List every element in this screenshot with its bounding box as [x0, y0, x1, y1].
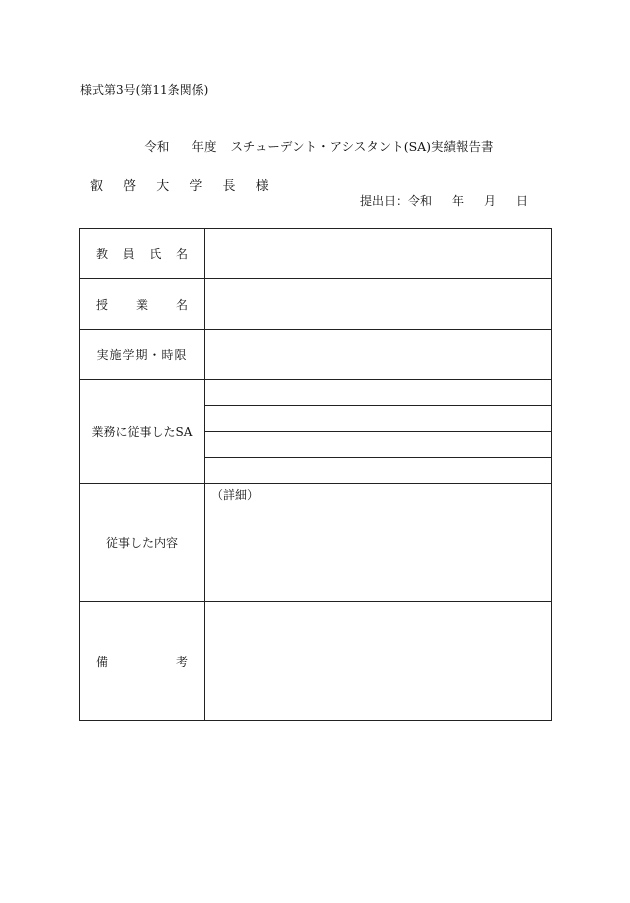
label-char: 教 [96, 247, 109, 261]
duty-detail-note: （詳細） [211, 488, 260, 502]
row-teacher-name [80, 229, 552, 279]
title-year-suffix: 年度 [191, 139, 217, 154]
sa-label: 業務に従事したSA [80, 380, 205, 484]
duty-content-field[interactable] [205, 484, 552, 602]
teacher-name-field[interactable] [205, 229, 552, 279]
teacher-name-label [80, 229, 205, 279]
title-era: 令和 [144, 139, 170, 154]
remarks-field[interactable] [205, 602, 552, 721]
row-term-period [80, 330, 552, 380]
label-char: 名 [175, 247, 188, 261]
row-remarks [80, 602, 552, 721]
submission-label: 提出日：令和 [360, 194, 433, 208]
sa-field-2[interactable] [205, 406, 552, 432]
label-char: 授 [96, 297, 109, 312]
label-char: 備 [96, 654, 109, 669]
remarks-label [80, 602, 205, 721]
label-char: 員 [122, 247, 135, 261]
submission-month: 月 [484, 194, 497, 208]
row-duty-content [80, 484, 552, 602]
addressee: 叡 啓 大 学 長 様 [90, 179, 277, 194]
label-char: 氏 [149, 247, 162, 261]
sa-field-1[interactable] [205, 380, 552, 406]
submission-year: 年 [452, 194, 465, 208]
submission-day: 日 [516, 194, 529, 208]
title-main: スチューデント・アシスタント(SA)実績報告書 [230, 139, 494, 154]
row-sa-1 [80, 380, 552, 406]
row-course-name [80, 279, 552, 330]
term-period-label: 実施学期・時限 [80, 330, 205, 380]
course-name-label [80, 279, 205, 330]
form-number: 様式第3号(第11条関係) [80, 83, 209, 97]
label-char: 業 [135, 297, 148, 312]
label-char: 名 [175, 297, 188, 312]
duty-content-label: 従事した内容 [80, 484, 205, 602]
submission-date [360, 192, 528, 209]
document-title [0, 137, 630, 155]
term-period-field[interactable] [205, 330, 552, 380]
sa-field-3[interactable] [205, 432, 552, 458]
sa-field-4[interactable] [205, 458, 552, 484]
report-form-table [79, 228, 552, 721]
course-name-field[interactable] [205, 279, 552, 330]
label-char: 考 [175, 654, 188, 669]
